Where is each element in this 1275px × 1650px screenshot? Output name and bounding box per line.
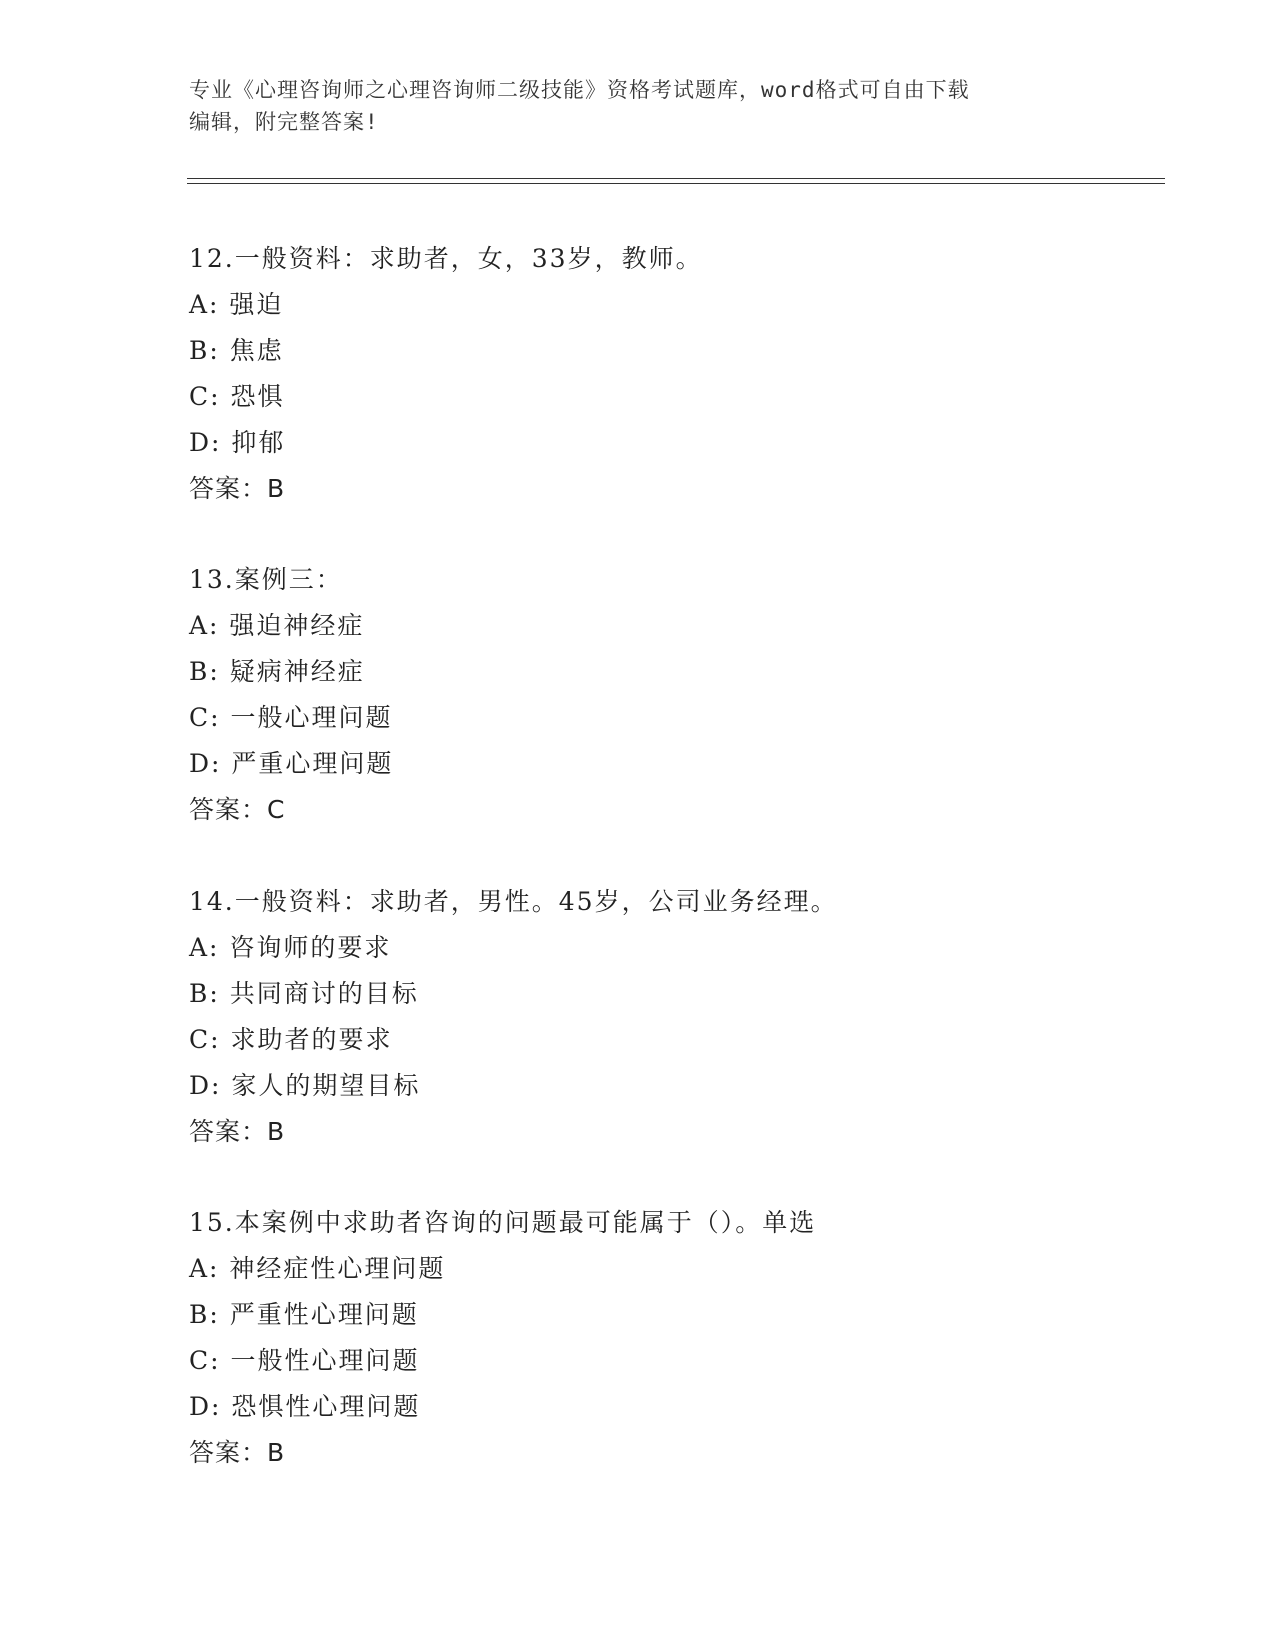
- option-d: D: 恐惧性心理问题: [189, 1392, 421, 1421]
- header-line-1: 专业《心理咨询师之心理咨询师二级技能》资格考试题库，word格式可自由下载: [189, 78, 970, 102]
- answer-line: 答案：C: [189, 795, 286, 824]
- header-divider-top: [187, 178, 1165, 179]
- option-c: C: 一般性心理问题: [189, 1346, 420, 1375]
- question-block: [189, 236, 1189, 512]
- question-block: [189, 1200, 1189, 1476]
- question-stem: 12.一般资料：求助者，女，33岁，教师。: [189, 244, 703, 273]
- option-a: A: 神经症性心理问题: [189, 1254, 446, 1283]
- option-b: B: 疑病神经症: [189, 657, 365, 686]
- answer-line: 答案：B: [189, 474, 286, 503]
- option-d: D: 抑郁: [189, 428, 286, 457]
- option-b: B: 焦虑: [189, 336, 284, 365]
- question-stem: 14.一般资料：求助者，男性。45岁，公司业务经理。: [189, 887, 838, 916]
- option-a: A: 强迫神经症: [189, 611, 365, 640]
- option-d: D: 家人的期望目标: [189, 1071, 421, 1100]
- header-line-2: 编辑，附完整答案!: [189, 110, 379, 134]
- question-block: [189, 557, 1189, 833]
- option-b: B: 共同商讨的目标: [189, 979, 419, 1008]
- option-c: C: 恐惧: [189, 382, 285, 411]
- option-a: A: 强迫: [189, 290, 284, 319]
- answer-line: 答案：B: [189, 1117, 286, 1146]
- option-a: A: 咨询师的要求: [189, 933, 392, 962]
- option-d: D: 严重心理问题: [189, 749, 394, 778]
- header-divider-bottom: [187, 183, 1165, 184]
- option-c: C: 一般心理问题: [189, 703, 393, 732]
- option-c: C: 求助者的要求: [189, 1025, 393, 1054]
- document-header: [189, 74, 1089, 138]
- question-block: [189, 879, 1189, 1155]
- question-stem: 15.本案例中求助者咨询的问题最可能属于（）。单选: [189, 1208, 817, 1237]
- option-b: B: 严重性心理问题: [189, 1300, 419, 1329]
- answer-line: 答案：B: [189, 1438, 286, 1467]
- question-stem: 13.案例三：: [189, 565, 343, 594]
